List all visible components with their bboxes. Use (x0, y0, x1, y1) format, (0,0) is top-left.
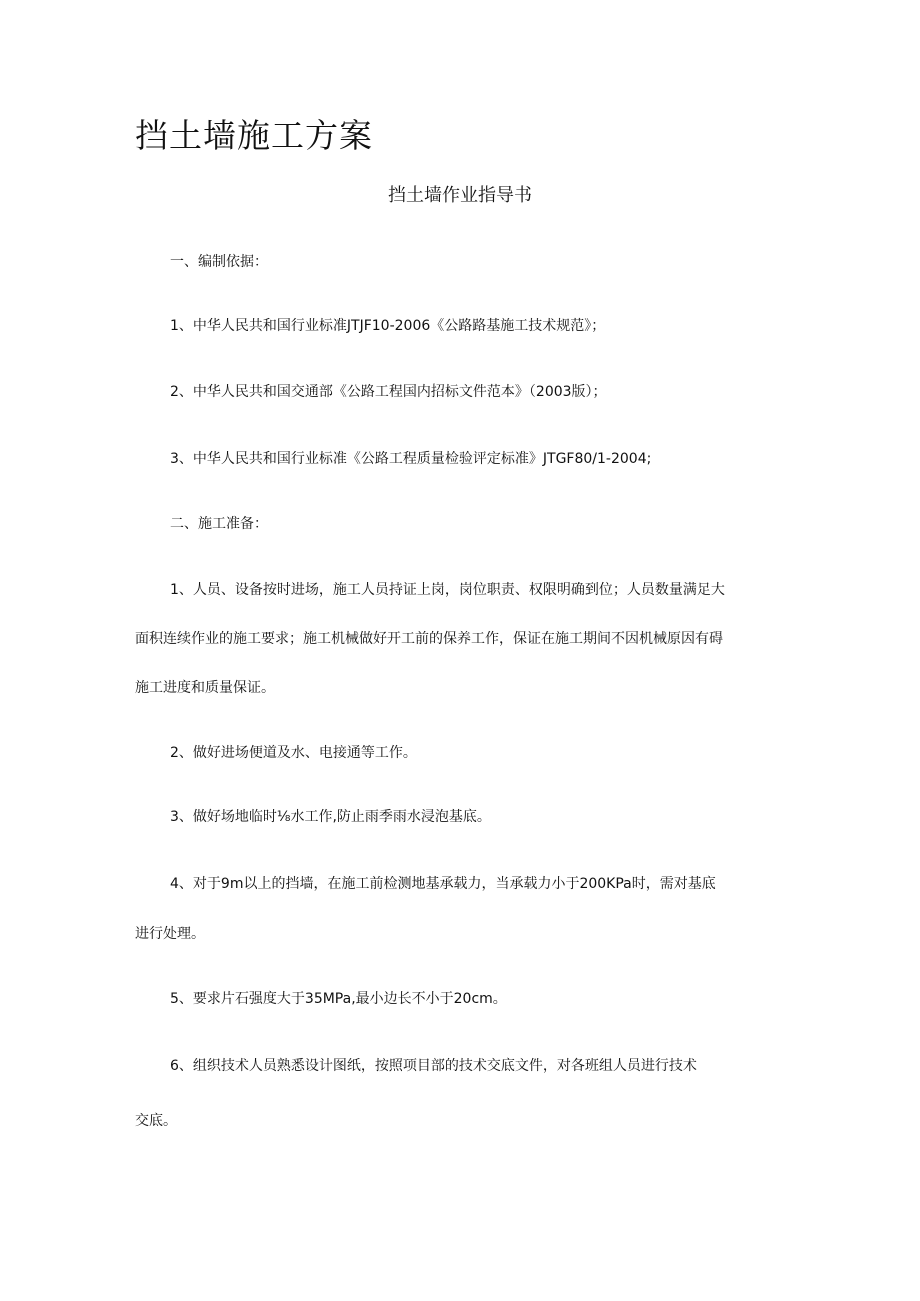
basis-item-3: 3、中华人民共和国行业标准《公路工程质量检验评定标准》JTGF80/1-2004; (170, 451, 652, 467)
preparation-item-4-line-2: 进行处理。 (135, 926, 205, 942)
preparation-item-2: 2、做好进场便道及水、电接通等工作。 (170, 745, 417, 761)
basis-item-2: 2、中华人民共和国交通部《公路工程国内招标文件范本》（2003版）； (170, 384, 607, 400)
preparation-item-6-line-1: 6、组织技术人员熟悉设计图纸，按照项目部的技术交底文件，对各班组人员进行技术 (170, 1058, 697, 1074)
preparation-item-5: 5、要求片石强度大于35MPa,最小边长不小于20cm。 (170, 991, 507, 1007)
preparation-item-6-line-2: 交底。 (135, 1113, 177, 1129)
preparation-item-4-line-1: 4、对于9m以上的挡墙，在施工前检测地基承载力，当承载力小于200KPa时，需对基底 (170, 876, 716, 892)
preparation-item-1-line-3: 施工进度和质量保证。 (135, 680, 275, 696)
preparation-item-3: 3、做好场地临时⅛水工作,防止雨季雨水浸泡基底。 (170, 809, 491, 825)
section-heading-basis: 一、编制依据： (170, 254, 268, 270)
preparation-item-1-line-1: 1、人员、设备按时进场，施工人员持证上岗，岗位职责、权限明确到位；人员数量满足大 (170, 582, 725, 598)
document-title: 挡土墙施工方案 (135, 116, 373, 155)
section-heading-preparation: 二、施工准备： (170, 516, 268, 532)
basis-item-1: 1、中华人民共和国行业标准JTJF10-2006《公路路基施工技术规范》； (170, 318, 606, 334)
document-subtitle: 挡土墙作业指导书 (388, 185, 532, 206)
preparation-item-1-line-2: 面积连续作业的施工要求；施工机械做好开工前的保养工作，保证在施工期间不因机械原因有碍 (135, 631, 723, 647)
